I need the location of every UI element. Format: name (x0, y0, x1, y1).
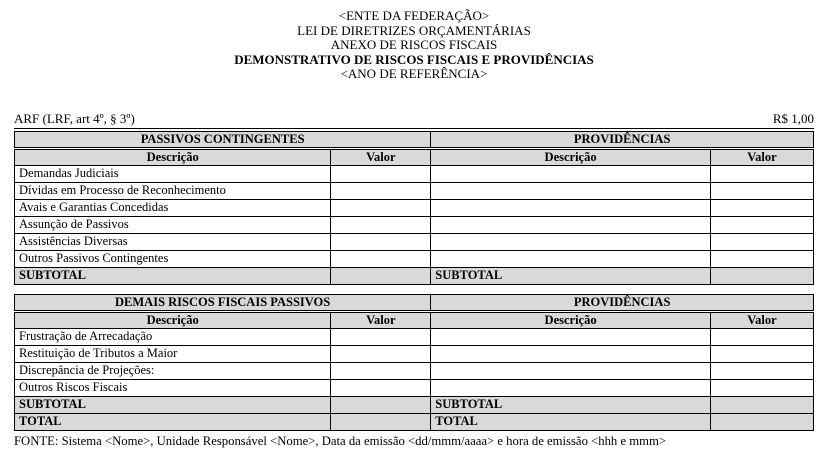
subtotal-label: SUBTOTAL (431, 267, 711, 284)
risk-value-cell (331, 328, 431, 345)
column-header-descricao: Descrição (431, 148, 711, 165)
total-value-cell (710, 413, 813, 430)
table-row (15, 379, 814, 396)
risk-value-cell (331, 250, 431, 267)
risk-value-cell (331, 165, 431, 182)
total-label: TOTAL (431, 413, 711, 430)
column-header-row (15, 311, 814, 328)
risk-description-cell: Restituição de Tributos a Maior (15, 345, 331, 362)
subtotal-value-cell (331, 267, 431, 284)
providencia-description-cell (431, 379, 711, 396)
currency-unit-label: R$ 1,00 (772, 110, 814, 126)
risk-value-cell (331, 345, 431, 362)
demais-riscos-fiscais-table (14, 294, 814, 431)
risk-value-cell (331, 362, 431, 379)
subtotal-label: SUBTOTAL (431, 396, 711, 413)
column-header-descricao: Descrição (431, 311, 711, 328)
section-header-row (15, 294, 814, 311)
risk-description-cell: Demandas Judiciais (15, 165, 331, 182)
header-line-ano: <ANO DE REFERÊNCIA> (340, 66, 488, 81)
table-row (15, 362, 814, 379)
providencia-description-cell (431, 216, 711, 233)
providencia-value-cell (710, 182, 813, 199)
section-title-providencias: PROVIDÊNCIAS (431, 131, 814, 148)
providencia-value-cell (710, 328, 813, 345)
providencia-value-cell (710, 216, 813, 233)
risk-value-cell (331, 233, 431, 250)
column-header-descricao: Descrição (15, 148, 331, 165)
subtotal-row (15, 267, 814, 284)
providencia-value-cell (710, 379, 813, 396)
subtotal-value-cell (331, 396, 431, 413)
risk-value-cell (331, 182, 431, 199)
header-line-anexo: ANEXO DE RISCOS FISCAIS (330, 37, 498, 52)
page-title: DEMONSTRATIVO DE RISCOS FISCAIS E PROVIDÊNCIAS (234, 51, 594, 67)
providencia-description-cell (431, 199, 711, 216)
subtotal-label: SUBTOTAL (15, 396, 331, 413)
risk-description-cell: Outros Riscos Fiscais (15, 379, 331, 396)
providencia-description-cell (431, 328, 711, 345)
section-title-demais-riscos: DEMAIS RISCOS FISCAIS PASSIVOS (15, 294, 431, 311)
subtotal-row (15, 396, 814, 413)
risk-description-cell: Frustração de Arrecadação (15, 328, 331, 345)
source-note: FONTE: Sistema <Nome>, Unidade Responsável <Nome>, Data da emissão <dd/mmm/aaaa> e hora de emissão <hhh e mmm> (14, 433, 667, 448)
column-header-valor: Valor (710, 148, 813, 165)
total-value-cell (331, 413, 431, 430)
providencia-value-cell (710, 362, 813, 379)
providencia-description-cell (431, 250, 711, 267)
table-row (15, 250, 814, 267)
section-title-passivos-contingentes: PASSIVOS CONTINGENTES (15, 131, 431, 148)
column-header-descricao: Descrição (15, 311, 331, 328)
risk-description-cell: Assistências Diversas (15, 233, 331, 250)
document-header (14, 9, 814, 82)
risk-value-cell (331, 379, 431, 396)
report-meta-row (14, 111, 814, 129)
risk-description-cell: Discrepância de Projeções: (15, 362, 331, 379)
total-label: TOTAL (15, 413, 331, 430)
passivos-contingentes-table (14, 131, 814, 285)
total-row (15, 413, 814, 430)
table-row (15, 233, 814, 250)
providencia-value-cell (710, 199, 813, 216)
table-row (15, 165, 814, 182)
risk-description-cell: Dívidas em Processo de Reconhecimento (15, 182, 331, 199)
providencia-description-cell (431, 345, 711, 362)
subtotal-label: SUBTOTAL (15, 267, 331, 284)
risk-value-cell (331, 199, 431, 216)
subtotal-value-cell (710, 396, 813, 413)
risk-description-cell: Outros Passivos Contingentes (15, 250, 331, 267)
section-header-row (15, 131, 814, 148)
header-line-ldo: LEI DE DIRETRIZES ORÇAMENTÁRIAS (297, 22, 531, 38)
section-title-providencias: PROVIDÊNCIAS (431, 294, 814, 311)
column-header-row (15, 148, 814, 165)
table-row (15, 216, 814, 233)
providencia-description-cell (431, 182, 711, 199)
column-header-valor: Valor (331, 311, 431, 328)
providencia-description-cell (431, 165, 711, 182)
risk-description-cell: Assunção de Passivos (15, 216, 331, 233)
providencia-description-cell (431, 233, 711, 250)
subtotal-value-cell (710, 267, 813, 284)
risk-value-cell (331, 216, 431, 233)
column-header-valor: Valor (710, 311, 813, 328)
arf-law-reference-label: ARF (LRF, art 4º, § 3º) (14, 110, 135, 126)
providencia-value-cell (710, 250, 813, 267)
column-header-valor: Valor (331, 148, 431, 165)
providencia-value-cell (710, 165, 813, 182)
table-row (15, 328, 814, 345)
providencia-value-cell (710, 345, 813, 362)
providencia-description-cell (431, 362, 711, 379)
table-row (15, 182, 814, 199)
table-row (15, 345, 814, 362)
header-line-ente: <ENTE DA FEDERAÇÃO> (338, 8, 490, 23)
table-row (15, 199, 814, 216)
risk-description-cell: Avais e Garantias Concedidas (15, 199, 331, 216)
providencia-value-cell (710, 233, 813, 250)
